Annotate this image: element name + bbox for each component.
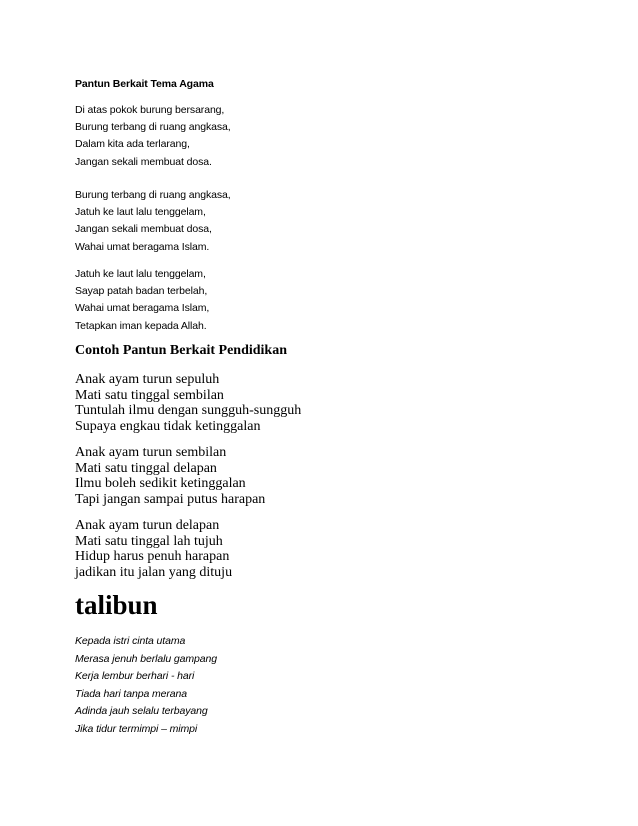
poem-line: Adinda jauh selalu terbayang — [75, 705, 208, 717]
poem-line: Burung terbang di ruang angkasa, — [75, 189, 231, 201]
poem-line: Jangan sekali membuat dosa, — [75, 223, 212, 236]
stanza-agama-1 — [75, 102, 575, 171]
poem-line: Mati satu tinggal sembilan — [75, 387, 224, 403]
poem-line: Anak ayam turun sembilan — [75, 445, 227, 460]
poem-line: Burung terbang di ruang angkasa, — [75, 121, 231, 134]
poem-line: Kepada istri cinta utama — [75, 635, 186, 647]
poem-line: Mati satu tinggal lah tujuh — [75, 533, 223, 549]
stanza-pendidikan-3 — [75, 518, 575, 580]
poem-line: Anak ayam turun sepuluh — [75, 372, 220, 387]
stanza-pendidikan-1 — [75, 372, 575, 434]
poem-line: Jangan sekali membuat dosa. — [75, 155, 212, 168]
poem-line: Wahai umat beragama Islam. — [75, 240, 210, 253]
poem-line: jadikan itu jalan yang dituju — [75, 564, 233, 580]
poem-line: Supaya engkau tidak ketinggalan — [75, 418, 261, 434]
poem-line: Sayap patah badan terbelah, — [75, 285, 208, 298]
stanza-agama-2 — [75, 187, 575, 256]
section-title-pantun-agama: Pantun Berkait Tema Agama — [75, 78, 214, 90]
poem-line: Tapi jangan sampai putus harapan — [75, 491, 266, 507]
stanza-agama-3 — [75, 266, 575, 335]
poem-line: Anak ayam turun delapan — [75, 518, 220, 533]
section-title-pantun-pendidikan: Contoh Pantun Berkait Pendidikan — [75, 343, 287, 358]
poem-line: Ilmu boleh sedikit ketinggalan — [75, 476, 246, 491]
poem-line: Merasa jenuh berlalu gampang — [75, 652, 217, 665]
poem-line: Dalam kita ada terlarang, — [75, 138, 190, 151]
stanza-pendidikan-2 — [75, 445, 575, 507]
poem-line: Jatuh ke laut lalu tenggelam, — [75, 206, 206, 219]
poem-line: Kerja lembur berhari - hari — [75, 670, 195, 682]
poem-line: Tiada hari tanpa merana — [75, 687, 188, 700]
section-title-talibun: talibun — [75, 590, 158, 620]
poem-line: Jika tidur termimpi – mimpi — [75, 722, 198, 735]
poem-line: Hidup harus penuh harapan — [75, 549, 230, 564]
poem-line: Wahai umat beragama Islam, — [75, 302, 210, 315]
poem-line: Tuntulah ilmu dengan sungguh-sungguh — [75, 403, 302, 418]
poem-line: Di atas pokok burung bersarang, — [75, 104, 225, 116]
poem-line: Mati satu tinggal delapan — [75, 460, 217, 476]
poem-line: Tetapkan iman kepada Allah. — [75, 319, 207, 332]
stanza-talibun — [75, 633, 575, 738]
poem-line: Jatuh ke laut lalu tenggelam, — [75, 268, 206, 280]
